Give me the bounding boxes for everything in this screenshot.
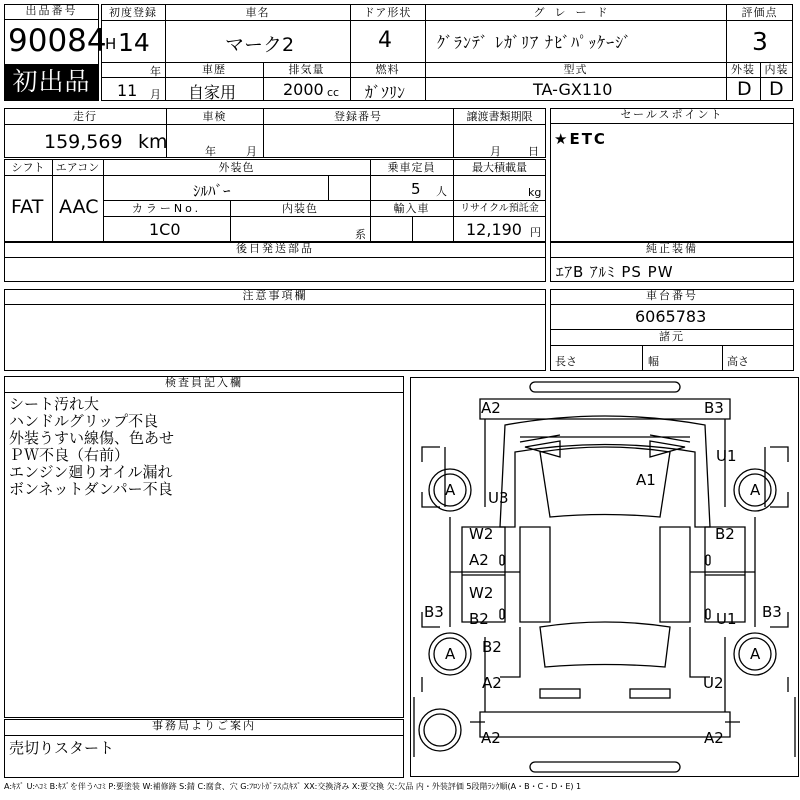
ext-label: 外装	[731, 63, 755, 76]
first-listing-badge: 初出品	[5, 64, 98, 100]
recycle-label: リサイクル預託金	[460, 203, 539, 214]
int-label: 内装	[764, 63, 789, 76]
import-label: 輸入車	[393, 202, 430, 215]
fuel-value: ｶﾞｿﾘﾝ	[365, 83, 406, 102]
door-value: 4	[378, 28, 392, 53]
int-value: D	[769, 78, 784, 100]
capacity-value: 5	[411, 180, 421, 198]
reg-year-unit: 年	[150, 65, 161, 78]
reg-month: 11	[117, 81, 138, 100]
transfer-label: 譲渡書類期限	[466, 110, 533, 123]
damage-mark: B2	[482, 638, 502, 656]
model-value: TA-GX110	[533, 80, 613, 99]
inspector-note: エンジン廻りオイル漏れ	[9, 463, 173, 481]
damage-mark: U1	[716, 447, 737, 465]
history-value: 自家用	[188, 83, 237, 102]
shift-value: FAT	[11, 196, 44, 218]
colorno-label: カラーNo.	[131, 202, 202, 215]
disp-value: 2000	[283, 80, 324, 99]
inspect-year-unit: 年	[205, 145, 216, 158]
inspector-note: シート汚れ大	[9, 395, 100, 413]
color-label: 外装色	[218, 161, 255, 174]
office-label: 事務局よりご案内	[4, 719, 404, 736]
recycle-value: 12,190	[466, 220, 522, 239]
ext-value: D	[737, 78, 752, 100]
capacity-unit: 人	[436, 185, 447, 198]
inspect-label: 車検	[202, 110, 227, 123]
later-parts-label: 後日発送部品	[4, 242, 546, 258]
fuel-label: 燃料	[375, 63, 400, 76]
damage-mark: B3	[424, 603, 444, 621]
intcolor-label: 内装色	[282, 202, 318, 215]
office-value: 売切りスタート	[9, 739, 115, 757]
regno-label: 登録番号	[334, 110, 382, 123]
door-label: ドア形状	[363, 6, 412, 19]
mileage-unit: km	[138, 131, 168, 153]
damage-mark: B2	[715, 525, 735, 543]
capacity-label: 乗車定員	[387, 161, 436, 174]
diagram-marks	[410, 377, 799, 777]
model-label: 型式	[563, 63, 588, 76]
wheel-mark: A	[750, 481, 761, 499]
recycle-unit: 円	[530, 226, 541, 239]
damage-mark: A2	[481, 729, 501, 747]
equip-value: ｴｱB ｱﾙﾐ PS PW	[556, 263, 674, 281]
inspector-note: ハンドルグリップ不良	[9, 412, 159, 430]
reg-era: H	[105, 35, 117, 53]
ac-value: AAC	[59, 196, 99, 218]
grade-value: ｸﾞﾗﾝﾃﾞ ﾚｶﾞﾘｱ ﾅﾋﾞﾊﾟｯｹｰｼﾞ	[437, 33, 633, 52]
damage-mark: U1	[716, 610, 737, 628]
damage-mark: B3	[704, 399, 724, 417]
color-value: ｼﾙﾊﾞｰ	[193, 182, 231, 200]
lot-label: 出品番号	[4, 4, 99, 20]
ac-label: エアコン	[55, 161, 100, 174]
score-value: 3	[752, 27, 768, 56]
load-label: 最大積載量	[472, 161, 527, 174]
history-label: 車歴	[202, 63, 226, 76]
chassis-value: 6065783	[635, 307, 707, 326]
wheel-mark: A	[750, 645, 761, 663]
disp-label: 排気量	[288, 63, 325, 76]
wheel-mark: A	[445, 481, 456, 499]
inspector-note: ボンネットダンパー不良	[9, 480, 173, 498]
sales-value: ★ETC	[554, 130, 607, 148]
inspector-note: ＰＷ不良（右前）	[9, 446, 130, 464]
damage-mark: A2	[704, 729, 724, 747]
equip-label: 純正装備	[550, 242, 794, 258]
colorno-value: 1C0	[149, 220, 181, 239]
chassis-label: 車台番号	[550, 289, 794, 305]
damage-mark: A2	[481, 399, 501, 417]
damage-mark: A2	[469, 551, 489, 569]
disp-unit: cc	[327, 86, 340, 99]
damage-mark: B3	[762, 603, 782, 621]
caution-label: 注意事項欄	[4, 289, 546, 305]
shift-label: シフト	[11, 161, 45, 174]
damage-mark: U3	[488, 489, 509, 507]
height-label: 高さ	[727, 355, 749, 368]
load-unit: kg	[528, 186, 542, 199]
reg-month-unit: 月	[150, 88, 161, 101]
mileage-value: 159,569	[44, 131, 123, 153]
lot-number: 90084	[8, 23, 107, 59]
len-label: 長さ	[555, 355, 577, 368]
transfer-day-unit: 日	[528, 145, 539, 158]
wheel-mark: A	[445, 645, 456, 663]
spec-label: 諸元	[550, 330, 794, 346]
inspect-month-unit: 月	[246, 145, 257, 158]
inspector-label: 検査員記入欄	[4, 376, 404, 393]
damage-mark: U2	[703, 674, 724, 692]
name-value: マーク2	[225, 34, 295, 56]
intcolor-unit: 系	[355, 228, 366, 241]
grade-label: グレード	[533, 6, 618, 19]
mileage-label: 走行	[73, 110, 97, 123]
sales-label: セールスポイント	[550, 108, 794, 124]
transfer-month-unit: 月	[490, 145, 501, 158]
legend-text: A:ｷｽﾞ U:ﾍｺﾐ B:ｷｽﾞを伴うﾍｺﾐ P:要塗装 W:補修跡 S:錆 C:腐食、穴 G:ﾌﾛﾝﾄｶﾞﾗｽ点ｷｽﾞ XX:交換済み X:要交換 欠:欠品 内・外装評価 5段階ﾗﾝｸ順(A・B・C・D・E) 1	[4, 782, 582, 791]
reg-label: 初度登録	[109, 6, 157, 19]
damage-mark: B2	[469, 610, 489, 628]
damage-mark: A2	[482, 674, 502, 692]
damage-mark: W2	[469, 584, 494, 602]
width-label: 幅	[648, 355, 659, 368]
damage-mark: A1	[636, 471, 656, 489]
name-label: 車名	[245, 6, 270, 19]
inspector-notes	[9, 396, 174, 498]
damage-mark: W2	[469, 525, 494, 543]
reg-year: 14	[118, 28, 150, 57]
sales-box	[550, 108, 794, 242]
score-label: 評価点	[741, 6, 778, 19]
inspector-note: 外装うすい線傷、色あせ	[9, 429, 175, 447]
